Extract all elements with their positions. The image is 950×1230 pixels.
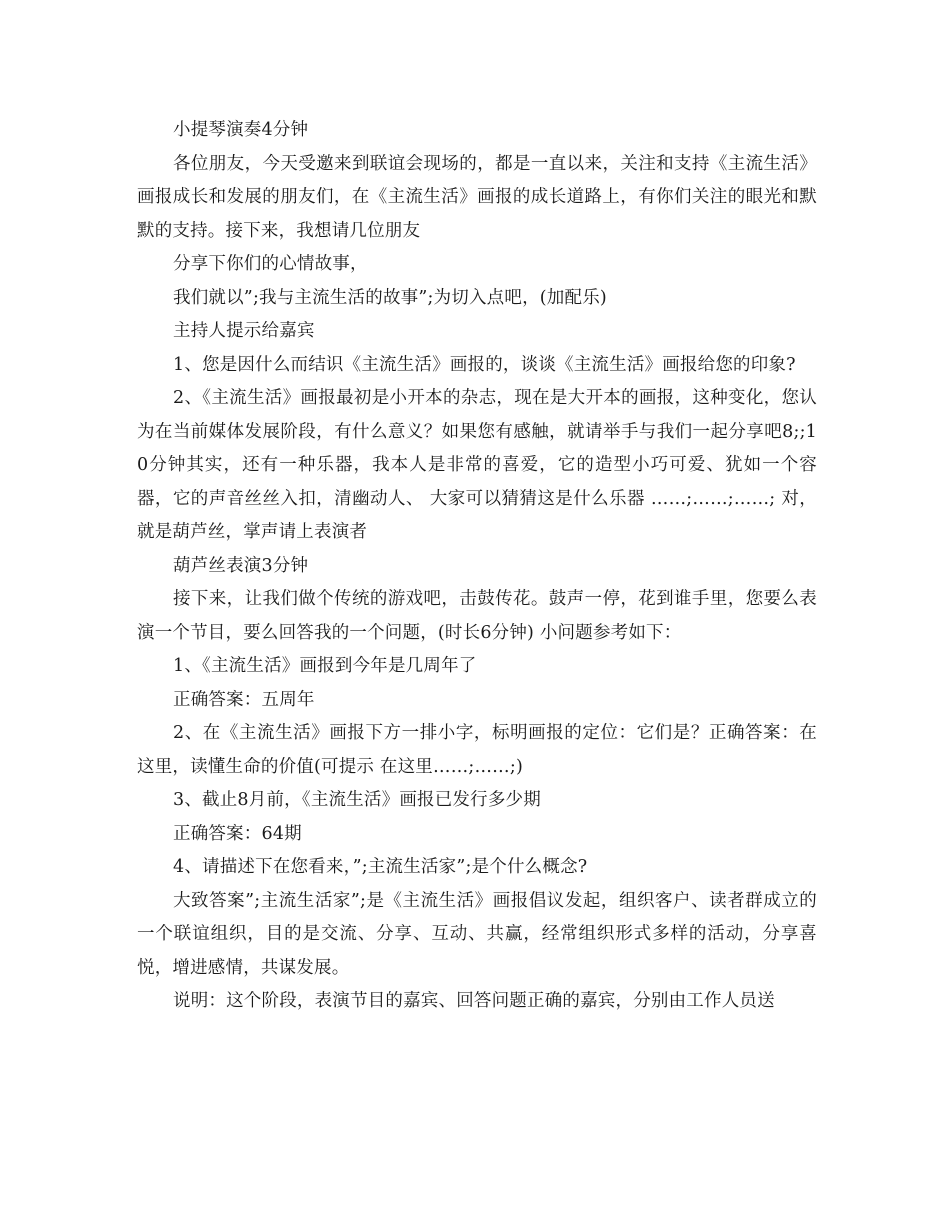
paragraph-prompt-2: 2、《主流生活》画报最初是小开本的杂志，现在是大开本的画报，这种变化，您认为在当前媒体发展阶段，有什么意义？如果您有感触，就请举手与我们一起分享吧8;;10分钟其实，还有一种乐器，我本人是非常的喜爱，它的造型小巧可爱、犹如一个容器，它的声音丝丝入扣，清幽动人、 大家可以猜猜这是什么乐器 ……;……;……; 对，就是葫芦丝，掌声请上表演者 (137, 388, 817, 542)
paragraph-answer-4: 大致答案”;主流生活家”;是《主流生活》画报倡议发起，组织客户、读者群成立的一个联谊组织，目的是交流、分享、互动、共赢，经常组织形式多样的活动，分享喜悦，增进感情，共谋发展。 (137, 890, 817, 978)
paragraph-answer-1: 正确答案：五周年 (173, 689, 315, 710)
paragraph-welcome: 各位朋友，今天受邀来到联谊会现场的，都是一直以来，关注和支持《主流生活》画报成长和发展的朋友们，在《主流生活》画报的成长道路上，有你们关注的眼光和默默的支持。接下来，我想请几位朋友 (137, 153, 817, 241)
paragraph-host-prompts: 主持人提示给嘉宾 (173, 321, 315, 341)
paragraph-share-stories: 分享下你们的心情故事， (173, 254, 368, 274)
paragraph-question-2: 2、在《主流生活》画报下方一排小字，标明画报的定位：它们是？正确答案：在这里，读懂生命的价值(可提示 在这里……;……;) (137, 723, 817, 777)
paragraph-prompt-1: 1、您是因什么而结识《主流生活》画报的，谈谈《主流生活》画报给您的印象? (173, 354, 796, 375)
paragraph-question-4: 4、请描述下在您看来，”;主流生活家”;是个什么概念? (173, 857, 588, 877)
paragraph-question-1: 1、《主流生活》画报到今年是几周年了 (173, 656, 477, 676)
paragraph-hulusi-performance: 葫芦丝表演3分钟 (173, 555, 309, 576)
paragraph-note: 说明：这个阶段，表演节目的嘉宾、回答问题正确的嘉宾，分别由工作人员送 (173, 991, 775, 1011)
paragraph-answer-3: 正确答案：64期 (173, 823, 302, 844)
paragraph-violin-performance: 小提琴演奏4分钟 (173, 120, 309, 140)
paragraph-game-intro: 接下来，让我们做个传统的游戏吧，击鼓传花。鼓声一停，花到谁手里，您要么表演一个节目，要么回答我的一个问题，(时长6分钟) 小问题参考如下： (137, 589, 817, 643)
document-body (137, 114, 817, 1019)
paragraph-entry-point: 我们就以”;我与主流生活的故事”;为切入点吧，(加配乐) (173, 287, 607, 308)
paragraph-question-3: 3、截止8月前，《主流生活》画报已发行多少期 (173, 790, 541, 810)
